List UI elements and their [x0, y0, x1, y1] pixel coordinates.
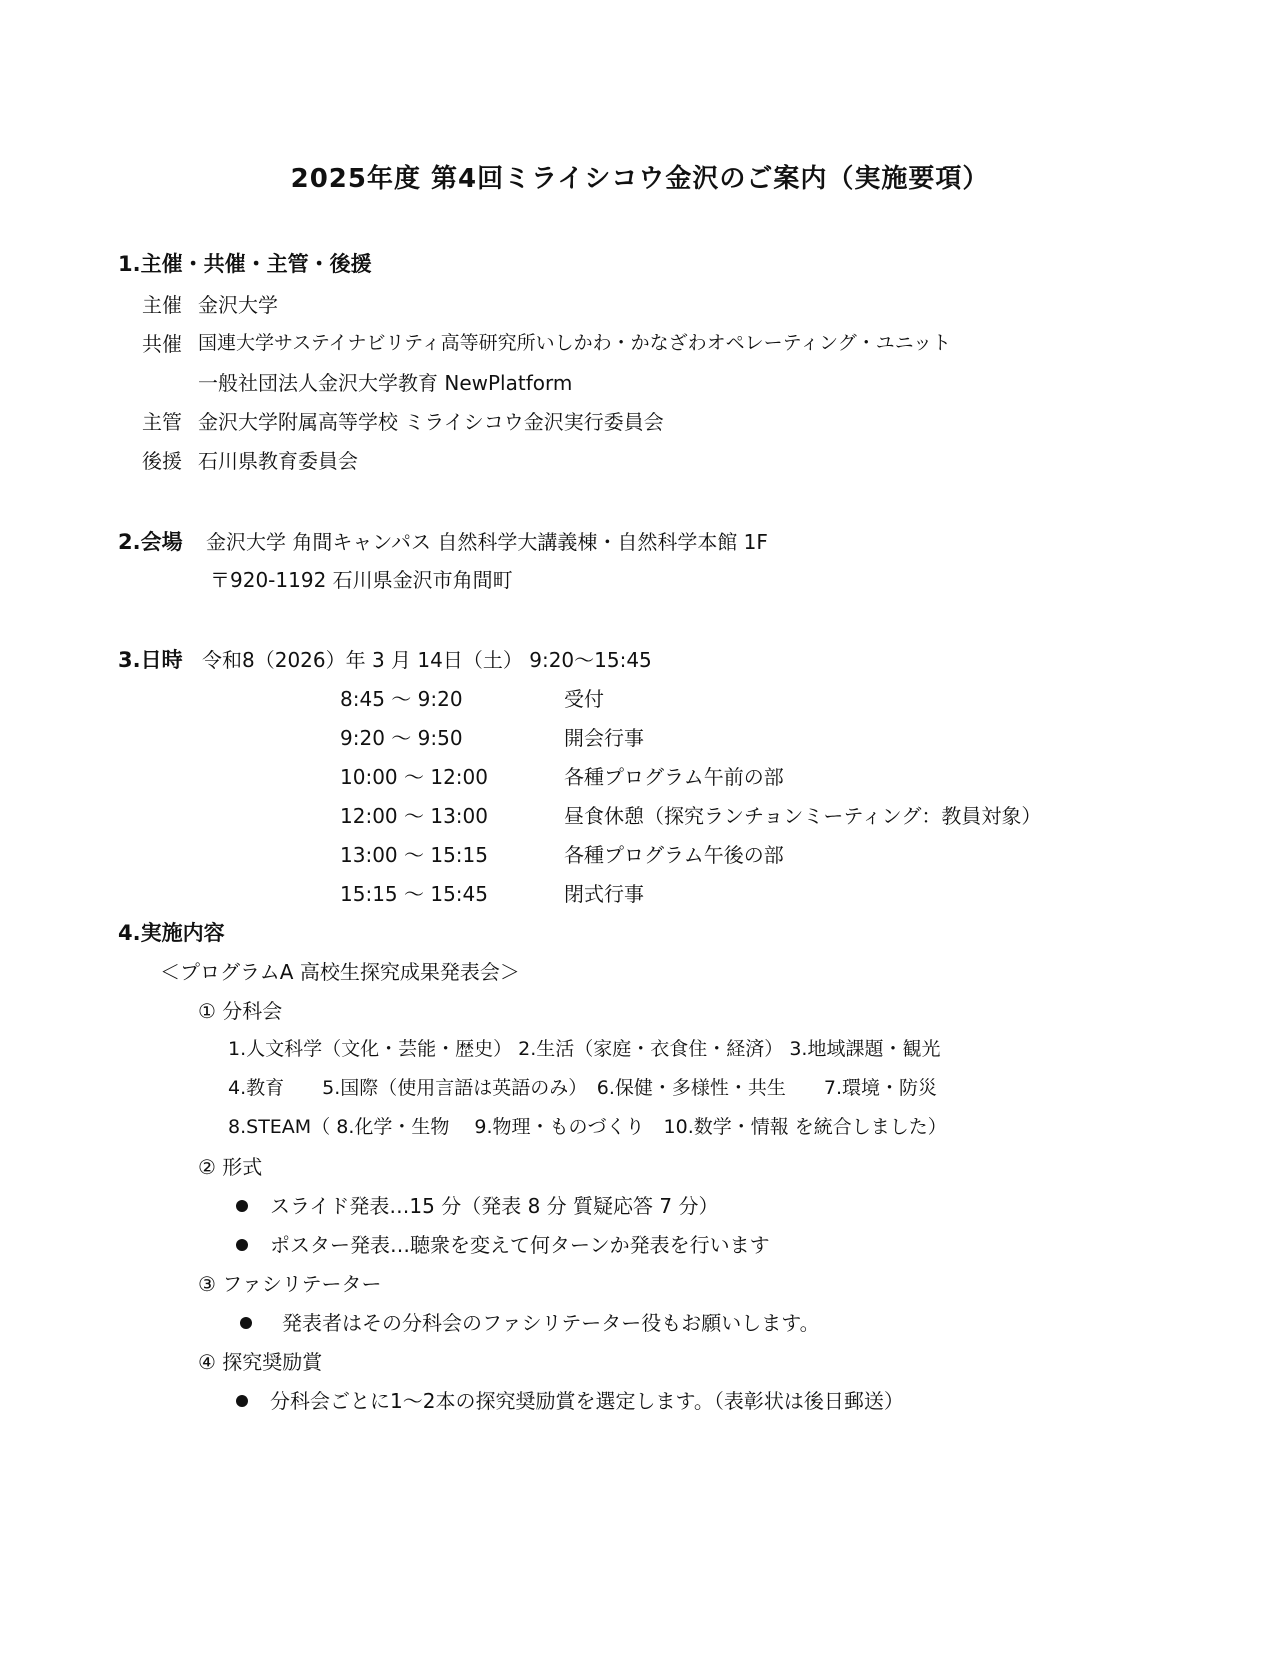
session-list-line-2: 4.教育 5.国際（使用言語は英語のみ） 6.保健・多様性・共生 7.環境・防災 — [228, 1077, 938, 1099]
cohost-label: 共催 — [142, 332, 182, 356]
venue-value: 金沢大学 角間キャンパス 自然科学大講義棟・自然科学本館 1F — [206, 530, 768, 554]
bullet-slide-presentation: スライド発表…15 分（発表 8 分 質疑応答 7 分） — [236, 1190, 718, 1219]
schedule-time: 15:15 ～ 15:45 — [340, 882, 488, 906]
program-title: ＜プログラムA 高校生探究成果発表会＞ — [160, 960, 520, 984]
schedule-time: 8:45 ～ 9:20 — [340, 687, 463, 711]
schedule-time: 9:20 ～ 9:50 — [340, 726, 463, 750]
session-list-line-1: 1.人文科学（文化・芸能・歴史） 2.生活（家庭・衣食住・経済） 3.地域課題・観光 — [228, 1038, 941, 1060]
cohost-value-2: 一般社団法人金沢大学教育 NewPlatform — [198, 371, 573, 395]
cohost-value-1: 国連大学サステイナビリティ高等研究所いしかわ・かなざわオペレーティング・ユニット — [198, 332, 951, 354]
organizer-label: 主催 — [142, 293, 182, 317]
manager-label: 主管 — [142, 410, 182, 434]
support-value: 石川県教育委員会 — [198, 449, 358, 473]
bullet-poster-presentation: ポスター発表…聴衆を変えて何ターンか発表を行います — [236, 1229, 770, 1258]
bullet-icon — [236, 1395, 248, 1407]
schedule-time: 10:00 ～ 12:00 — [340, 765, 488, 789]
bullet-award: 分科会ごとに1～2本の探究奨励賞を選定します。（表彰状は後日郵送） — [236, 1385, 904, 1414]
schedule-event: 閉式行事 — [564, 882, 644, 906]
section-4-heading: 4.実施内容 — [118, 921, 225, 945]
schedule-event: 受付 — [564, 687, 604, 711]
bullet-facilitator: 発表者はその分科会のファシリテーター役もお願いします。 — [240, 1307, 820, 1336]
venue-address: 〒920-1192 石川県金沢市角間町 — [210, 568, 513, 592]
item-format: ② 形式 — [198, 1155, 263, 1179]
schedule-event: 昼食休憩（探究ランチョンミーティング：教員対象） — [564, 804, 1042, 828]
bullet-icon — [240, 1317, 252, 1329]
schedule-event: 各種プログラム午後の部 — [564, 843, 784, 867]
item-breakout-sessions: ① 分科会 — [198, 999, 283, 1023]
section-2-heading: 2.会場 — [118, 530, 183, 554]
bullet-icon — [236, 1200, 248, 1212]
session-list-line-3: 8.STEAM（ 8.化学・生物 9.物理・ものづくり 10.数学・情報 を統合しました） — [228, 1116, 947, 1138]
schedule-time: 13:00 ～ 15:15 — [340, 843, 488, 867]
page-title: 2025年度 第4回ミライシコウ金沢のご案内（実施要項） — [290, 164, 990, 194]
item-award: ④ 探究奨励賞 — [198, 1350, 323, 1374]
organizer-value: 金沢大学 — [198, 293, 278, 317]
event-date: 令和8（2026）年 3 月 14日（土） 9:20～15:45 — [202, 648, 652, 672]
section-1-heading: 1.主催・共催・主管・後援 — [118, 252, 372, 276]
schedule-event: 各種プログラム午前の部 — [564, 765, 784, 789]
schedule-event: 開会行事 — [564, 726, 644, 750]
bullet-icon — [236, 1239, 248, 1251]
support-label: 後援 — [142, 449, 182, 473]
manager-value: 金沢大学附属高等学校 ミライシコウ金沢実行委員会 — [198, 410, 664, 434]
schedule-time: 12:00 ～ 13:00 — [340, 804, 488, 828]
item-facilitator: ③ ファシリテーター — [198, 1272, 382, 1296]
section-3-heading: 3.日時 — [118, 648, 183, 672]
